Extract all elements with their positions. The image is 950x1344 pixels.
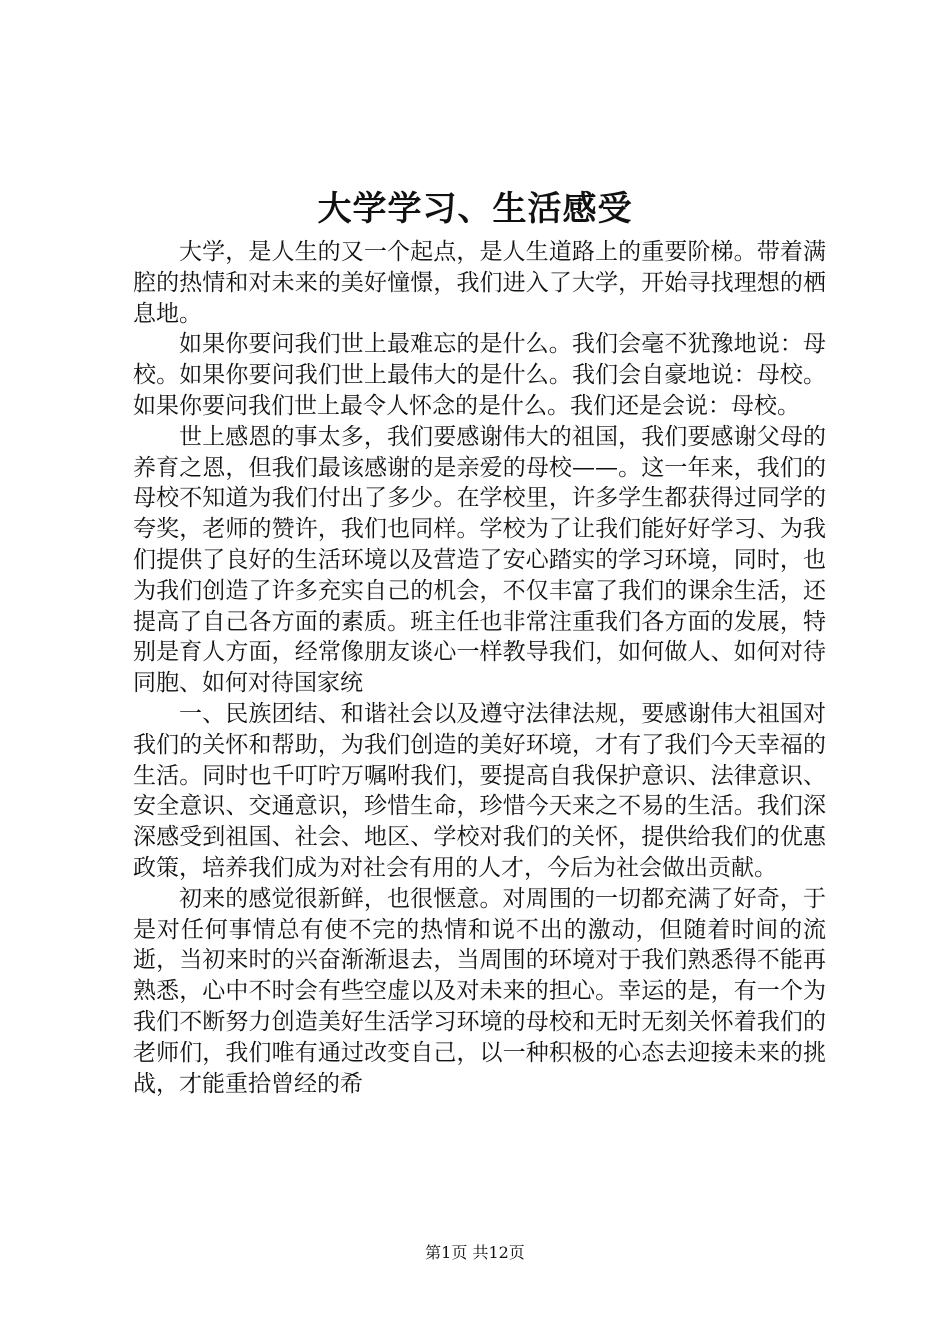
paragraph: 世上感恩的事太多，我们要感谢伟大的祖国，我们要感谢父母的养育之恩，但我们最该感谢的是亲爱的母校——。这一年来，我们的母校不知道为我们付出了多少。在学校里，许多学生都获得过同学的夸奖，老师的赞许，我们也同样。学校为了让我们能好好学习、为我们提供了良好的生活环境以及营造了安心踏实的学习环境，同时，也为我们创造了许多充实自己的机会，不仅丰富了我们的课余生活，还提高了自己各方面的素质。班主任也非常注重我们各方面的发展，特别是育人方面，经常像朋友谈心一样教导我们，如何做人、如何对待同胞、如何对待国家统 xyxy=(133,423,826,697)
paragraph: 初来的感觉很新鲜，也很惬意。对周围的一切都充满了好奇，于是对任何事情总有使不完的热情和说不出的激动，但随着时间的流逝，当初来时的兴奋渐渐退去，当周围的环境对于我们熟悉得不能再熟悉，心中不时会有些空虚以及对未来的担心。幸运的是，有一个为我们不断努力创造美好生活学习环境的母校和无时无刻关怀着我们的老师们，我们唯有通过改变自己，以一种积极的心态去迎接未来的挑战，才能重拾曾经的希 xyxy=(133,885,826,1097)
page-number-footer: 第1页 共12页 xyxy=(425,1243,525,1262)
document-title: 大学学习、生活感受 xyxy=(317,189,633,229)
paragraph: 一、民族团结、和谐社会以及遵守法律法规，要感谢伟大祖国对我们的关怀和帮助，为我们创造的美好环境，才有了我们今天幸福的生活。同时也千叮咛万嘱咐我们，要提高自我保护意识、法律意识、安全意识、交通意识，珍惜生命，珍惜今天来之不易的生活。我们深深感受到祖国、社会、地区、学校对我们的关怀，提供给我们的优惠政策，培养我们成为对社会有用的人才，今后为社会做出贡献。 xyxy=(133,700,826,881)
paragraph: 如果你要问我们世上最难忘的是什么。我们会毫不犹豫地说：母校。如果你要问我们世上最伟大的是什么。我们会自豪地说：母校。如果你要问我们世上最令人怀念的是什么。我们还是会说：母校。 xyxy=(133,331,826,419)
document-body xyxy=(133,237,826,1099)
paragraph: 大学，是人生的又一个起点，是人生道路上的重要阶梯。带着满腔的热情和对未来的美好憧憬，我们进入了大学，开始寻找理想的栖息地。 xyxy=(133,239,826,327)
